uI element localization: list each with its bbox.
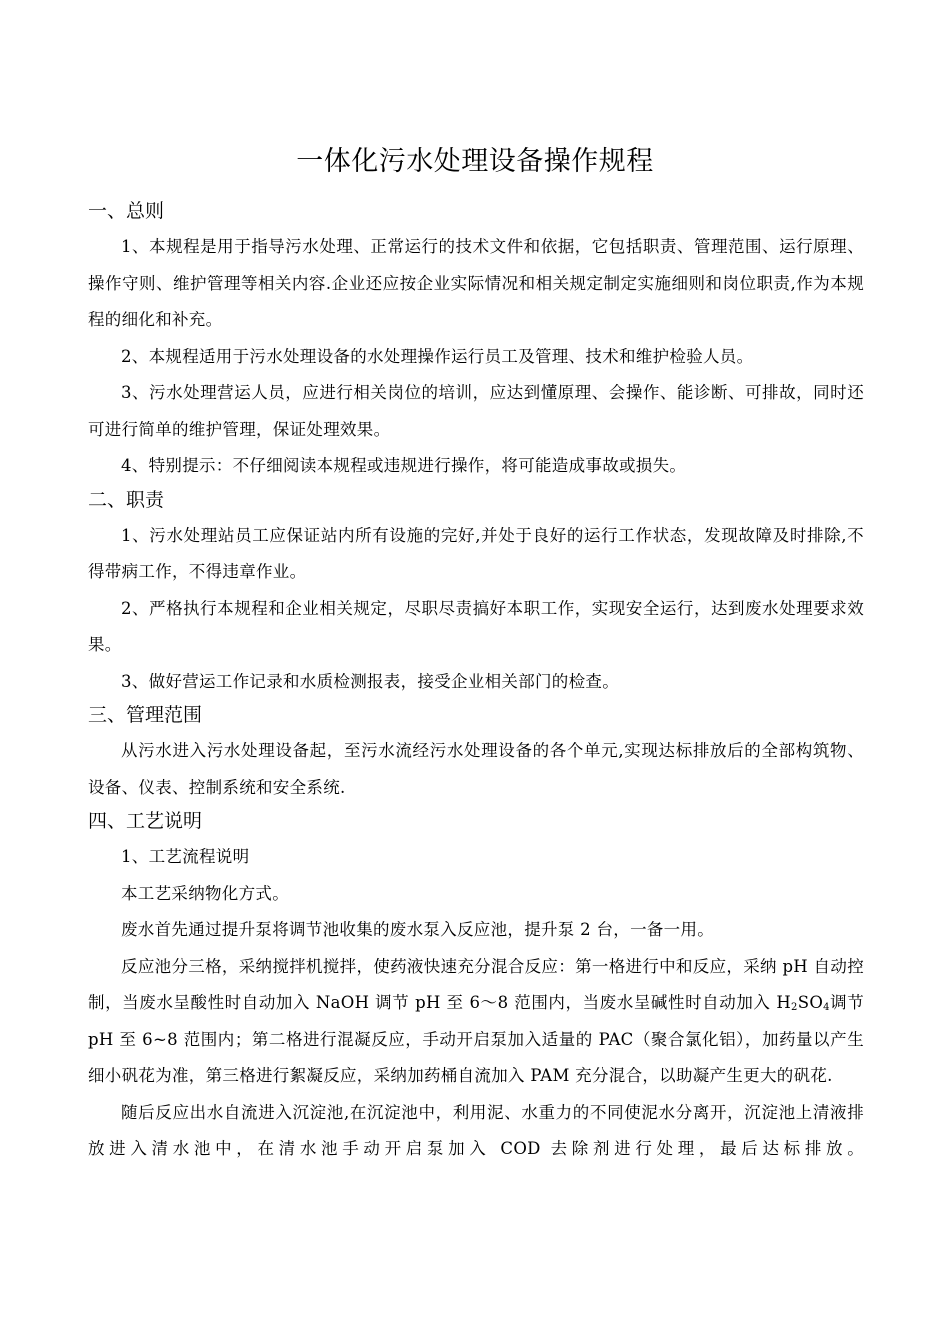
paragraph: 1、工艺流程说明 [121,847,250,866]
paragraph: 1、本规程是用于指导污水处理、正常运行的技术文件和依据，它包括职责、管理范围、运行原理、操作守则、维护管理等相关内容.企业还应按企业实际情况和相关规定制定实施细则和岗位职责,作为本规程的细化和补充。 [88,237,864,329]
section-heading-general: 一、总则 [88,200,165,222]
paragraph-text: SO [797,993,824,1012]
section-heading-scope: 三、管理范围 [88,704,203,726]
paragraph: 废水首先通过提升泵将调节池收集的废水泵入反应池，提升泵 2 台，一备一用。 [121,920,715,939]
paragraph-text: 调节 pH 至 6~8 范围内；第二格进行混凝反应，手动开启泵加入适量的 PAC（聚合氯化铝），加药量以产生细小矾花为准，第三格进行絮凝反应，采纳加药桶自流加入 PAM 充分混合，以助凝产生更大的矾花. [88,993,864,1085]
paragraph: 2、严格执行本规程和企业相关规定，尽职尽责搞好本职工作，实现安全运行，达到废水处理要求效果。 [88,598,864,654]
section-heading-duties: 二、职责 [88,488,165,511]
subscript: 2 [791,1002,798,1013]
paragraph: 随后反应出水自流进入沉淀池,在沉淀池中，利用泥、水重力的不同使泥水分离开，沉淀池上清液排放进入清水池中，在清水池手动开启泵加入 COD 去除剂进行处理，最后达标排放。 [88,1102,864,1158]
section-heading-process: 四、工艺说明 [88,810,203,832]
paragraph: 本工艺采纳物化方式。 [121,883,289,903]
paragraph-text: 反应池分三格，采纳搅拌机搅拌，使药液快速充分混合反应：第一格进行中和反应，采纳 pH 自动控制，当废水呈酸性时自动加入 NaOH 调节 pH 至 6～8 范围内，当废水呈碱性时自动加入 H [88,956,864,1012]
paragraph: 1、污水处理站员工应保证站内所有设施的完好,并处于良好的运行工作状态，发现故障及时排除,不得带病工作，不得违章作业。 [88,525,864,581]
paragraph: 4、特别提示：不仔细阅读本规程或违规进行操作，将可能造成事故或损失。 [121,456,687,475]
paragraph: 3、做好营运工作记录和水质检测报表，接受企业相关部门的检查。 [121,671,619,691]
paragraph: 3、污水处理营运人员，应进行相关岗位的培训，应达到懂原理、会操作、能诊断、可排故，同时还可进行简单的维护管理，保证处理效果。 [88,383,864,439]
subscript: 4 [823,1002,830,1013]
reaction-tank-paragraph [88,949,864,1095]
document-title: 一体化污水处理设备操作规程 [296,146,654,177]
document-body [88,196,864,1168]
paragraph: 2、本规程适用于污水处理设备的水处理操作运行员工及管理、技术和维护检验人员。 [121,346,754,366]
paragraph: 从污水进入污水处理设备起，至污水流经污水处理设备的各个单元,实现达标排放后的全部构筑物、设备、仪表、控制系统和安全系统. [88,741,864,797]
